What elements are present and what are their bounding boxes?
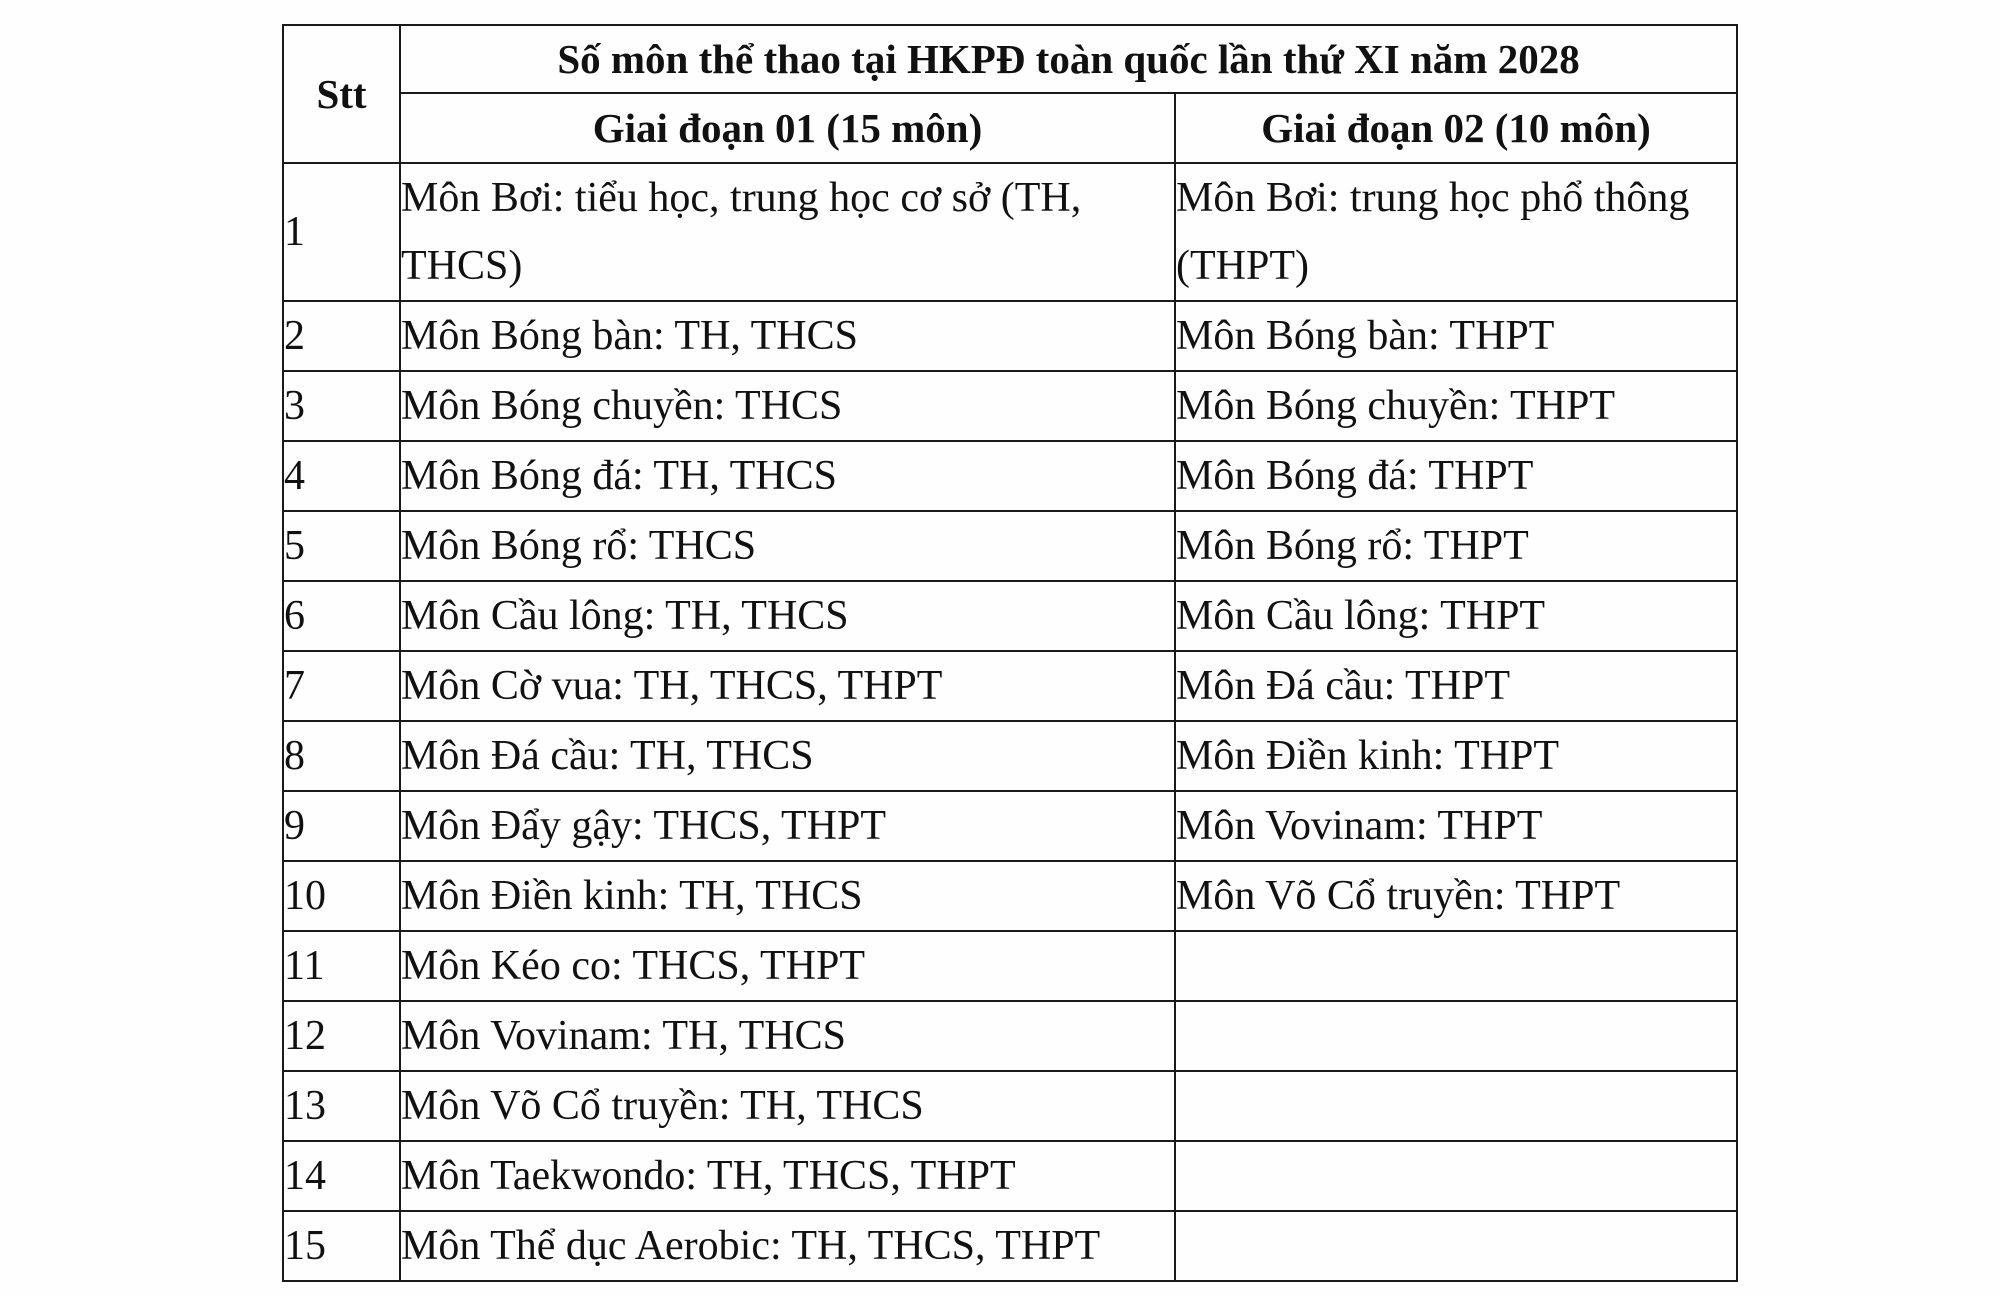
phase1-sport: Môn Kéo co: THCS, THPT — [400, 931, 1175, 1001]
table-row — [283, 931, 1737, 1001]
row-number: 1 — [283, 163, 400, 301]
phase2-sport: Môn Đá cầu: THPT — [1175, 651, 1737, 721]
table-row — [283, 301, 1737, 371]
phase1-header: Giai đoạn 01 (15 môn) — [400, 93, 1175, 163]
phase2-sport: Môn Vovinam: THPT — [1175, 791, 1737, 861]
table-row — [283, 371, 1737, 441]
phase2-sport — [1175, 1211, 1737, 1281]
phase1-sport: Môn Taekwondo: TH, THCS, THPT — [400, 1141, 1175, 1211]
table-row — [283, 1071, 1737, 1141]
phase2-sport — [1175, 931, 1737, 1001]
stt-header: Stt — [283, 25, 400, 163]
phase1-sport: Môn Đá cầu: TH, THCS — [400, 721, 1175, 791]
phase1-sport: Môn Cầu lông: TH, THCS — [400, 581, 1175, 651]
phase2-sport: Môn Bơi: trung học phổ thông (THPT) — [1175, 163, 1737, 301]
table-row — [283, 511, 1737, 581]
phase2-sport — [1175, 1141, 1737, 1211]
phase1-sport: Môn Cờ vua: TH, THCS, THPT — [400, 651, 1175, 721]
phase2-sport: Môn Võ Cổ truyền: THPT — [1175, 861, 1737, 931]
phase1-sport: Môn Bơi: tiểu học, trung học cơ sở (TH, THCS) — [400, 163, 1175, 301]
sports-table — [282, 24, 1738, 1282]
row-number: 3 — [283, 371, 400, 441]
phase2-sport: Môn Bóng rổ: THPT — [1175, 511, 1737, 581]
row-number: 5 — [283, 511, 400, 581]
phase1-sport: Môn Bóng chuyền: THCS — [400, 371, 1175, 441]
phase1-sport: Môn Vovinam: TH, THCS — [400, 1001, 1175, 1071]
table-title: Số môn thể thao tại HKPĐ toàn quốc lần thứ XI năm 2028 — [400, 25, 1737, 93]
table-row — [283, 651, 1737, 721]
row-number: 13 — [283, 1071, 400, 1141]
table-row — [283, 441, 1737, 511]
row-number: 10 — [283, 861, 400, 931]
phase1-sport: Môn Bóng bàn: TH, THCS — [400, 301, 1175, 371]
phase1-sport: Môn Bóng đá: TH, THCS — [400, 441, 1175, 511]
row-number: 15 — [283, 1211, 400, 1281]
phase1-sport: Môn Điền kinh: TH, THCS — [400, 861, 1175, 931]
phase2-sport: Môn Bóng bàn: THPT — [1175, 301, 1737, 371]
phase1-sport: Môn Đẩy gậy: THCS, THPT — [400, 791, 1175, 861]
phase1-sport: Môn Bóng rổ: THCS — [400, 511, 1175, 581]
row-number: 4 — [283, 441, 400, 511]
phase2-sport: Môn Bóng đá: THPT — [1175, 441, 1737, 511]
phase1-sport: Môn Thể dục Aerobic: TH, THCS, THPT — [400, 1211, 1175, 1281]
row-number: 9 — [283, 791, 400, 861]
phase2-sport: Môn Bóng chuyền: THPT — [1175, 371, 1737, 441]
phase2-sport: Môn Cầu lông: THPT — [1175, 581, 1737, 651]
phase2-header: Giai đoạn 02 (10 môn) — [1175, 93, 1737, 163]
table-row — [283, 861, 1737, 931]
table-row — [283, 1211, 1737, 1281]
phase2-sport — [1175, 1071, 1737, 1141]
row-number: 14 — [283, 1141, 400, 1211]
row-number: 11 — [283, 931, 400, 1001]
row-number: 2 — [283, 301, 400, 371]
phase2-sport: Môn Điền kinh: THPT — [1175, 721, 1737, 791]
row-number: 12 — [283, 1001, 400, 1071]
phase2-sport — [1175, 1001, 1737, 1071]
phase1-sport: Môn Võ Cổ truyền: TH, THCS — [400, 1071, 1175, 1141]
table-row — [283, 581, 1737, 651]
table-row — [283, 791, 1737, 861]
table-row — [283, 163, 1737, 301]
table-row — [283, 1141, 1737, 1211]
row-number: 8 — [283, 721, 400, 791]
row-number: 6 — [283, 581, 400, 651]
table-row — [283, 1001, 1737, 1071]
row-number: 7 — [283, 651, 400, 721]
table-row — [283, 721, 1737, 791]
